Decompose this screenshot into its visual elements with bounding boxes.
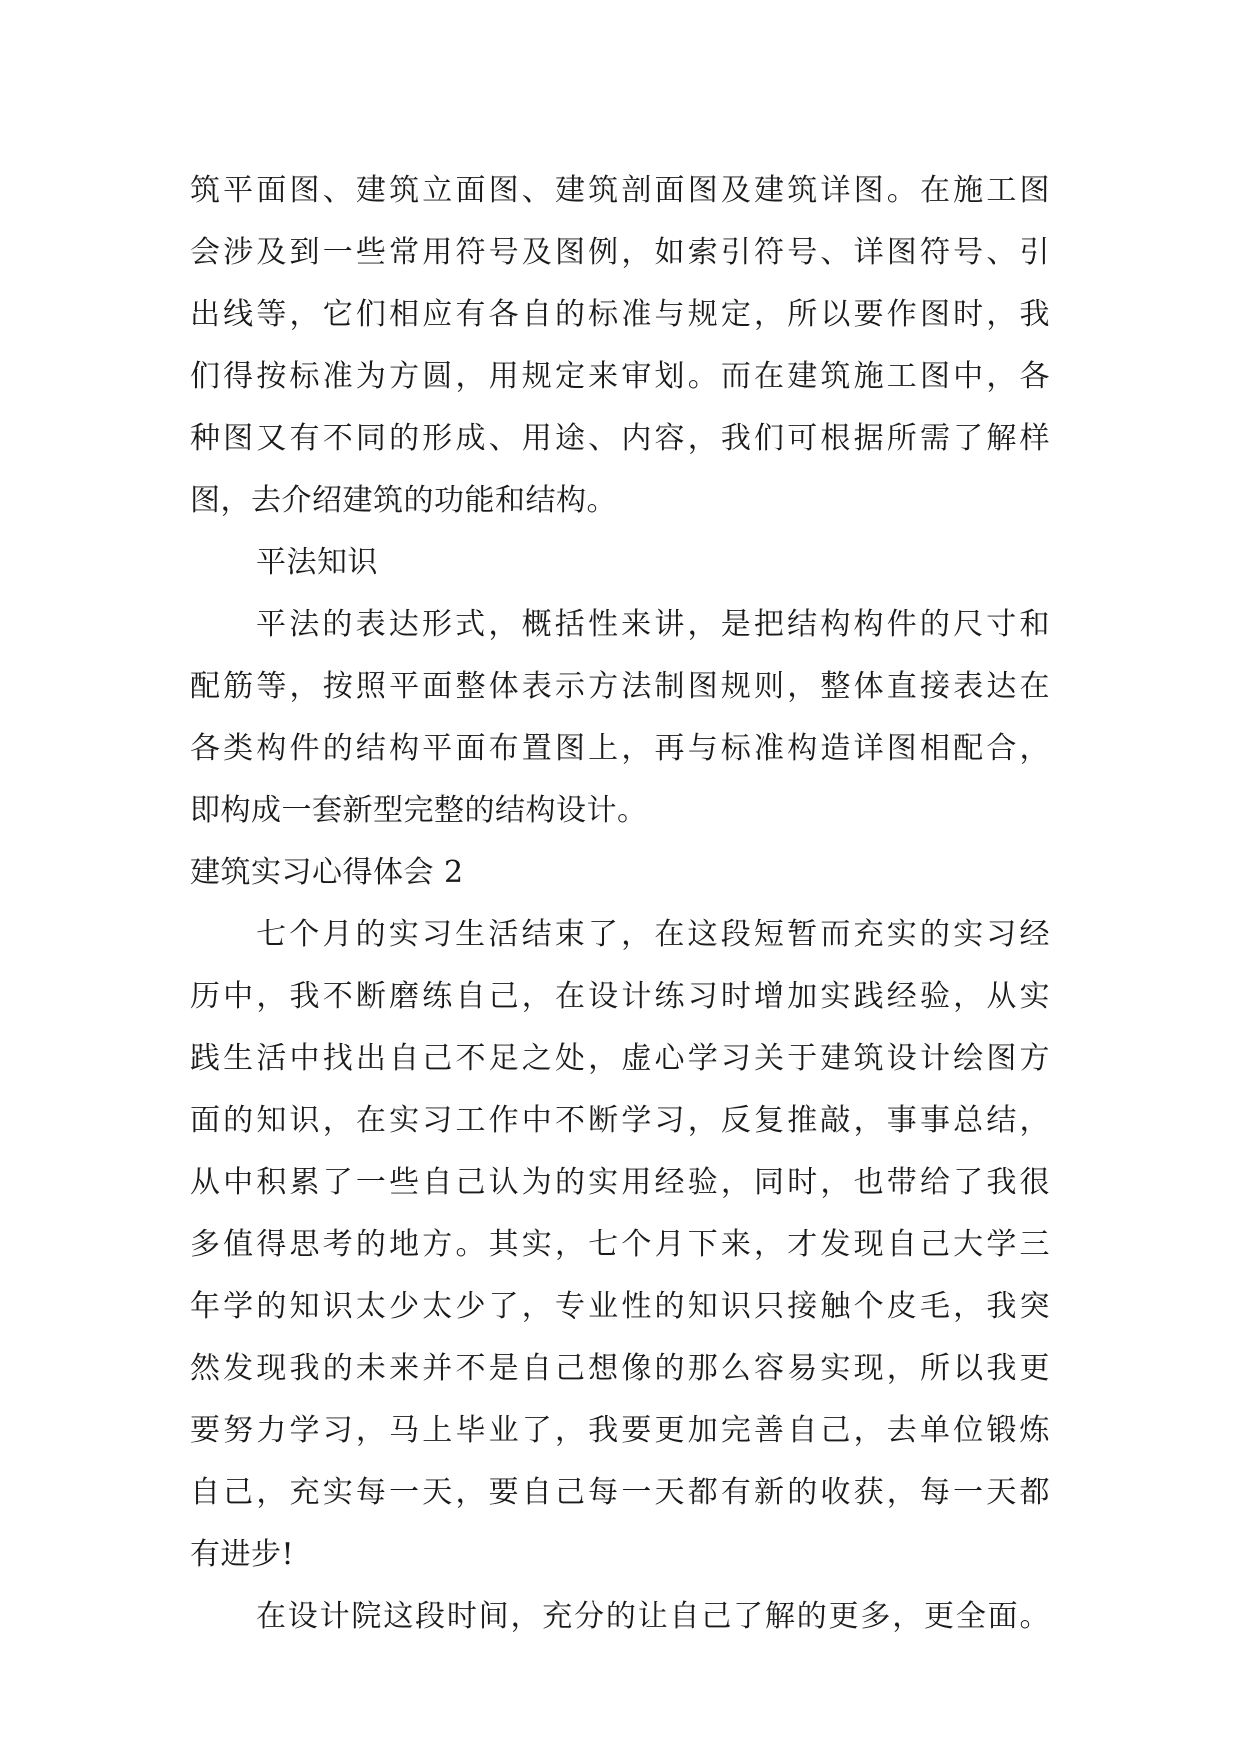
paragraph-line: 年学的知识太少太少了，专业性的知识只接触个皮毛，我突 (190, 1289, 1050, 1324)
paragraph-line: 然发现我的未来并不是自己想像的那么容易实现，所以我更 (190, 1351, 1050, 1386)
paragraph (190, 904, 1050, 1586)
paragraph-line: 从中积累了一些自己认为的实用经验，同时，也带给了我很 (190, 1165, 1050, 1200)
paragraph-line: 多值得思考的地方。其实，七个月下来，才发现自己大学三 (190, 1227, 1050, 1262)
paragraph-line: 会涉及到一些常用符号及图例，如索引符号、详图符号、引 (190, 235, 1050, 270)
paragraph (190, 1586, 1050, 1648)
paragraph-line: 筑平面图、建筑立面图、建筑剖面图及建筑详图。在施工图 (190, 173, 1050, 208)
paragraph-line: 七个月的实习生活结束了，在这段短暂而充实的实习经 (256, 917, 1050, 952)
paragraph (190, 594, 1050, 842)
subheading: 平法知识 (256, 545, 378, 580)
paragraph-line: 平法的表达形式，概括性来讲，是把结构构件的尺寸和 (256, 607, 1050, 642)
document-body (190, 160, 1050, 1648)
section-title: 建筑实习心得体会 2 (190, 855, 464, 890)
paragraph-line: 要努力学习，马上毕业了，我要更加完善自己，去单位锻炼 (190, 1413, 1050, 1448)
paragraph (190, 160, 1050, 532)
paragraph-line: 面的知识，在实习工作中不断学习，反复推敲，事事总结， (190, 1103, 1050, 1138)
paragraph-line: 自己，充实每一天，要自己每一天都有新的收获，每一天都 (190, 1475, 1050, 1510)
paragraph-line: 出线等，它们相应有各自的标准与规定，所以要作图时，我 (190, 297, 1050, 332)
paragraph-line: 在设计院这段时间，充分的让自己了解的更多，更全面。 (256, 1599, 1050, 1634)
paragraph-line: 配筋等，按照平面整体表示方法制图规则，整体直接表达在 (190, 669, 1050, 704)
paragraph-line: 践生活中找出自己不足之处，虚心学习关于建筑设计绘图方 (190, 1041, 1050, 1076)
paragraph-line: 种图又有不同的形成、用途、内容，我们可根据所需了解样 (190, 421, 1050, 456)
paragraph-line: 有进步! (190, 1537, 295, 1572)
paragraph-line: 图，去介绍建筑的功能和结构。 (190, 483, 617, 518)
paragraph-line: 历中，我不断磨练自己，在设计练习时增加实践经验，从实 (190, 979, 1050, 1014)
paragraph-line: 即构成一套新型完整的结构设计。 (190, 793, 648, 828)
paragraph-line: 各类构件的结构平面布置图上，再与标准构造详图相配合， (190, 731, 1050, 766)
paragraph-line: 们得按标准为方圆，用规定来审划。而在建筑施工图中，各 (190, 359, 1050, 394)
